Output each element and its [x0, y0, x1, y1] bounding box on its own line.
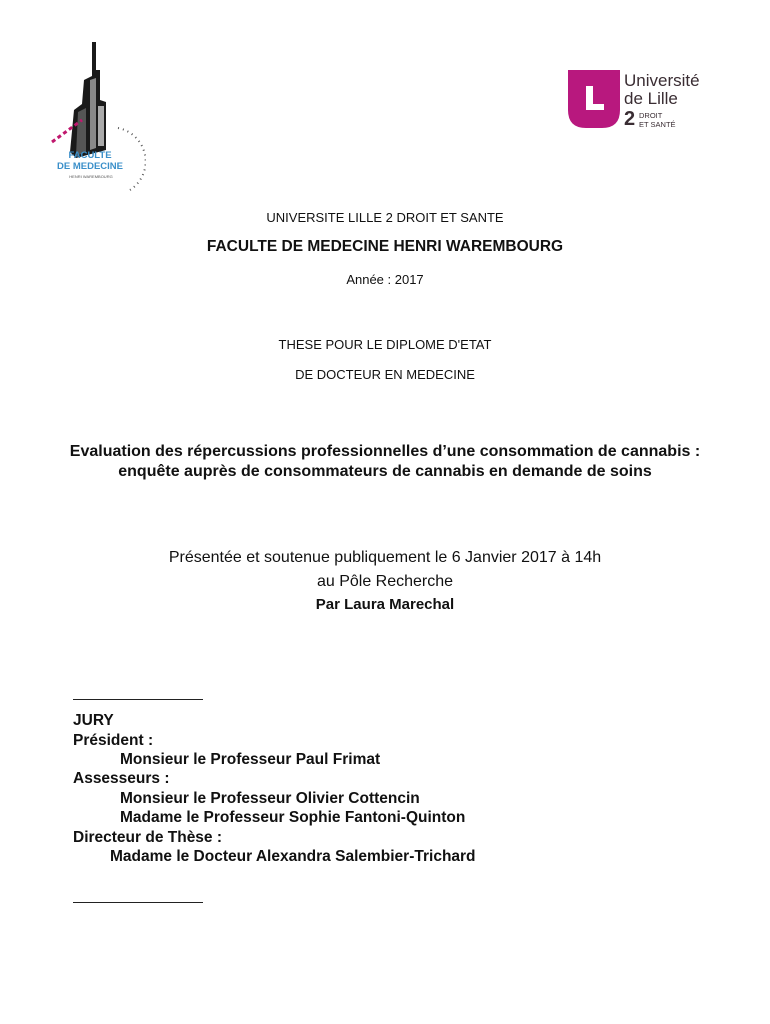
these-title-line1: THESE POUR LE DIPLOME D'ETAT — [278, 337, 492, 352]
presentation-location: au Pôle Recherche — [316, 573, 454, 590]
assesseurs-label: Assesseurs : — [73, 770, 170, 787]
academic-year: Année : 2017 — [346, 272, 424, 287]
universite-lille-logo — [568, 70, 728, 132]
divider-bottom — [73, 902, 203, 903]
president-label: Président : — [73, 732, 154, 749]
universite-lille-name: Université de Lille — [624, 71, 700, 108]
faculte-logo-label: FACULTE DE MEDECINE — [57, 150, 123, 172]
universite-lille-subtitle: DROIT ET SANTÉ — [639, 111, 676, 129]
directeur-label: Directeur de Thèse : — [73, 829, 223, 846]
these-title-line2: DE DOCTEUR EN MEDECINE — [295, 367, 475, 382]
faculte-medecine-logo — [46, 40, 146, 192]
directeur-name: Madame le Docteur Alexandra Salembier-Trichard — [110, 848, 476, 865]
university-name: UNIVERSITE LILLE 2 DROIT ET SANTE — [266, 210, 504, 225]
universite-lille-mark-icon — [568, 70, 620, 128]
assesseur-1-name: Monsieur le Professeur Olivier Cottencin — [120, 790, 420, 807]
thesis-title: Evaluation des répercussions professionnelles d’une consommation de cannabis : enquête auprès de consommateurs de cannabis en demande de soins — [69, 443, 701, 480]
jury-heading: JURY — [73, 712, 114, 729]
author-name: Par Laura Marechal — [315, 596, 455, 613]
universite-lille-number: 2 — [624, 108, 636, 130]
presentation-date: Présentée et soutenue publiquement le 6 Janvier 2017 à 14h — [168, 549, 602, 566]
divider-top — [73, 699, 203, 700]
president-name: Monsieur le Professeur Paul Frimat — [120, 751, 381, 768]
faculty-name: FACULTE DE MEDECINE HENRI WAREMBOURG — [206, 238, 564, 255]
assesseur-2-name: Madame le Professeur Sophie Fantoni-Quinton — [120, 809, 466, 826]
faculte-logo-small-text: HENRI WAREMBOURG — [69, 174, 113, 179]
